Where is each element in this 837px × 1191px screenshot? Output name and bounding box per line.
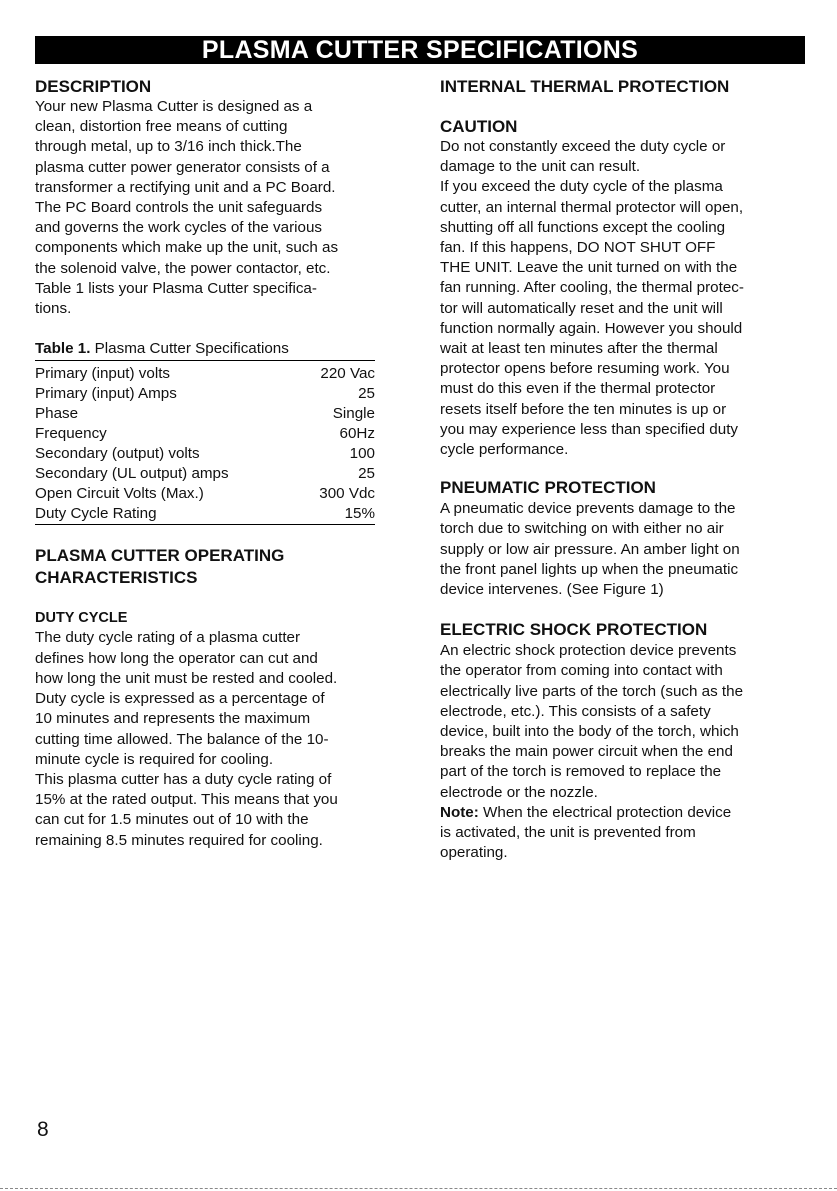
pneumatic-line: device intervenes. (See Figure 1): [440, 581, 664, 599]
duty-line: how long the unit must be rested and cooled.: [35, 669, 338, 687]
duty-line: Duty cycle is expressed as a percentage of: [35, 690, 325, 708]
duty-line: 10 minutes and represents the maximum: [35, 710, 311, 728]
caution-line: resets itself before the ten minutes is up or: [440, 400, 727, 418]
table-row: [35, 484, 375, 504]
spec-value: Single: [332, 405, 375, 423]
table-row: [35, 504, 375, 524]
description-line: The PC Board controls the unit safeguards: [35, 199, 323, 217]
caution-body: [440, 137, 830, 460]
bottom-divider: [0, 1188, 837, 1189]
operating-heading: [35, 545, 407, 589]
duty-line: can cut for 1.5 minutes out of 10 with the: [35, 811, 309, 829]
electric-line: part of the torch is removed to replace the: [440, 763, 722, 781]
left-column: [35, 77, 407, 851]
caution-line: function normally again. However you should: [440, 319, 743, 337]
description-line: Your new Plasma Cutter is designed as a: [35, 98, 313, 115]
spec-table-label: Table 1.: [35, 340, 91, 358]
electric-body: [440, 641, 830, 863]
spec-value: 300 Vdc: [319, 484, 375, 502]
caution-line: cycle performance.: [440, 441, 569, 459]
duty-line: minute cycle is required for cooling.: [35, 750, 274, 768]
description-line: the solenoid valve, the power contactor, etc.: [35, 259, 331, 277]
spec-name: Secondary (output) volts: [35, 444, 200, 462]
pneumatic-heading: PNEUMATIC PROTECTION: [440, 478, 656, 498]
duty-line: The duty cycle rating of a plasma cutter: [35, 629, 301, 647]
description-body: [35, 97, 407, 319]
spec-name: Phase: [35, 405, 79, 423]
caution-line: protector opens before resuming work. You: [440, 360, 730, 378]
pneumatic-line: torch due to switching on with either no air: [440, 520, 724, 538]
spec-table-title: Plasma Cutter Specifications: [94, 340, 289, 358]
spec-value: 100: [349, 444, 375, 462]
operating-heading-line: PLASMA CUTTER OPERATING: [35, 546, 285, 566]
note-line: [440, 803, 830, 823]
spec-value: 25: [358, 464, 375, 482]
electric-line: device, built into the body of the torch, which: [440, 723, 739, 741]
pneumatic-line: supply or low air pressure. An amber light on: [440, 540, 740, 558]
caution-line: you may experience less than specified duty: [440, 420, 739, 438]
caution-line: Do not constantly exceed the duty cycle or: [440, 138, 726, 155]
electric-heading: ELECTRIC SHOCK PROTECTION: [440, 620, 708, 640]
table-row: [35, 384, 375, 404]
pneumatic-body: [440, 499, 830, 600]
spec-table: [35, 364, 375, 525]
electric-line: An electric shock protection device prevents: [440, 642, 737, 660]
pneumatic-line: A pneumatic device prevents damage to the: [440, 500, 736, 518]
caution-line: THE UNIT. Leave the unit turned on with the: [440, 259, 738, 277]
duty-line: 15% at the rated output. This means that you: [35, 791, 338, 809]
caution-line: If you exceed the duty cycle of the plasma: [440, 178, 723, 196]
duty-line: defines how long the operator can cut and: [35, 649, 318, 667]
spec-table-caption: [35, 339, 375, 361]
spec-name: Frequency: [35, 424, 107, 442]
description-line: transformer a rectifying unit and a PC Board.: [35, 178, 336, 196]
operating-heading-line: CHARACTERISTICS: [35, 568, 198, 588]
caution-line: tor will automatically reset and the unit will: [440, 299, 723, 317]
description-line: components which make up the unit, such as: [35, 239, 339, 257]
caution-line: must do this even if the thermal protector: [440, 380, 716, 398]
page-number: 8: [37, 1118, 49, 1141]
description-heading: DESCRIPTION: [35, 77, 152, 96]
table-row: [35, 404, 375, 424]
description-line: through metal, up to 3/16 inch thick.The: [35, 138, 302, 156]
duty-line: This plasma cutter has a duty cycle rating of: [35, 770, 332, 788]
caution-heading: CAUTION: [440, 117, 518, 136]
spec-name: Open Circuit Volts (Max.): [35, 484, 204, 502]
spec-name: Duty Cycle Rating: [35, 504, 157, 522]
note-line: is activated, the unit is prevented from: [440, 824, 696, 842]
description-line: and governs the work cycles of the various: [35, 219, 323, 237]
note-label: Note:: [440, 803, 479, 821]
spec-value: 60Hz: [339, 424, 375, 442]
spec-value: 220 Vac: [320, 365, 375, 383]
electric-line: breaks the main power circuit when the end: [440, 743, 733, 761]
table-row: [35, 444, 375, 464]
caution-line: cutter, an internal thermal protector will open,: [440, 198, 744, 216]
spec-name: Primary (input) volts: [35, 365, 171, 383]
page-banner: PLASMA CUTTER SPECIFICATIONS: [35, 36, 805, 64]
right-column: [440, 77, 830, 864]
note-line: operating.: [440, 844, 508, 862]
caution-line: shutting off all functions except the cooling: [440, 218, 726, 236]
duty-line: cutting time allowed. The balance of the 10-: [35, 730, 329, 748]
pneumatic-line: the front panel lights up when the pneumatic: [440, 560, 739, 578]
caution-line: fan. If this happens, DO NOT SHUT OFF: [440, 239, 716, 257]
spec-value: 15%: [344, 504, 375, 522]
description-line: Table 1 lists your Plasma Cutter specifica-: [35, 279, 317, 297]
electric-line: electrically live parts of the torch (such as the: [440, 682, 744, 700]
spec-value: 25: [358, 385, 375, 403]
caution-line: wait at least ten minutes after the thermal: [440, 340, 718, 358]
table-row: [35, 464, 375, 484]
thermal-heading: INTERNAL THERMAL PROTECTION: [440, 77, 730, 96]
duty-line: remaining 8.5 minutes required for cooling.: [35, 831, 323, 849]
caution-line: fan running. After cooling, the thermal protec-: [440, 279, 744, 297]
description-line: plasma cutter power generator consists of a: [35, 158, 330, 176]
duty-cycle-body: [35, 628, 407, 850]
caution-line: damage to the unit can result.: [440, 158, 641, 176]
electric-line: electrode or the nozzle.: [440, 783, 598, 801]
spec-name: Primary (input) Amps: [35, 385, 177, 403]
electric-line: the operator from coming into contact with: [440, 662, 723, 680]
description-line: tions.: [35, 300, 72, 318]
table-row: [35, 364, 375, 384]
note-text: When the electrical protection device: [478, 803, 732, 821]
table-row: [35, 424, 375, 444]
duty-cycle-heading: DUTY CYCLE: [35, 610, 128, 627]
spec-name: Secondary (UL output) amps: [35, 464, 229, 482]
electric-line: electrode, etc.). This consists of a safety: [440, 702, 711, 720]
description-line: clean, distortion free means of cutting: [35, 118, 288, 136]
